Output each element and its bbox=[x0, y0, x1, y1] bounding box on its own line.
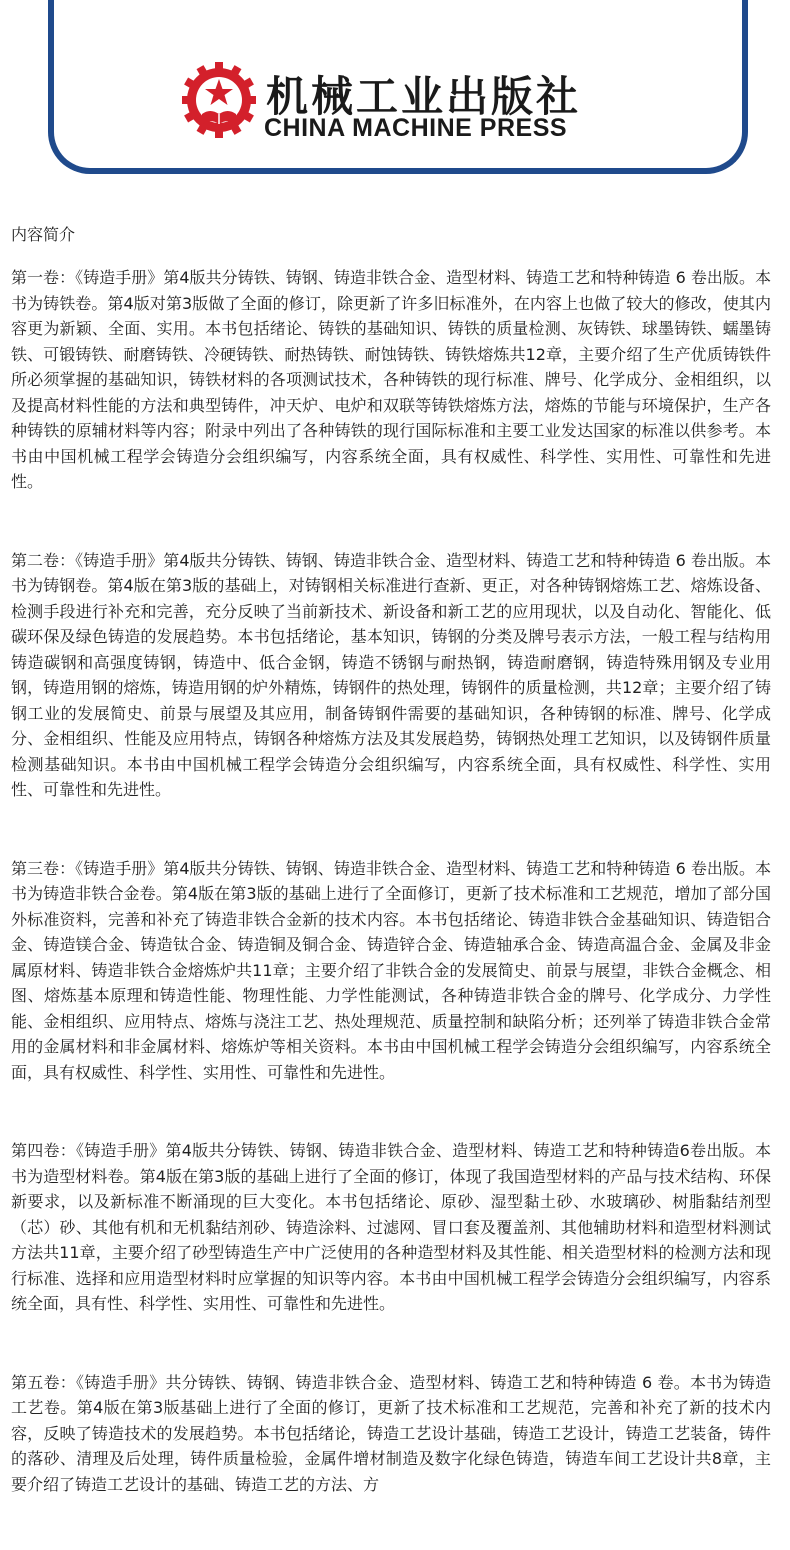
volume-2-description: 第二卷：《铸造手册》第4版共分铸铁、铸钢、铸造非铁合金、造型材料、铸造工艺和特种铸造 6 卷出版。本书为铸钢卷。第4版在第3版的基础上，对铸钢相关标准进行查新、更正，对各种铸钢熔炼工艺、熔炼设备、检测手段进行补充和完善，充分反映了当前新技术、新设备和新工艺的应用现状，以及自动化、智能化、低碳环保及绿色铸造的发展趋势。本书包括绪论，基本知识，铸钢的分类及牌号表示方法，一般工程与结构用铸造碳钢和高强度铸钢，铸造中、低合金钢，铸造不锈钢与耐热钢，铸造耐磨钢，铸造特殊用钢及专业用钢，铸造用钢的熔炼，铸造用钢的炉外精炼，铸钢件的热处理，铸钢件的质量检测，共12章；主要介绍了铸钢工业的发展简史、前景与展望及其应用，制备铸钢件需要的基础知识，各种铸钢的标准、牌号、化学成分、金相组织、性能及应用特点，铸钢各种熔炼方法及其发展趋势，铸钢热处理工艺知识，以及铸钢件质量检测基础知识。本书由中国机械工程学会铸造分会组织编写，内容系统全面，具有权威性、科学性、实用性、可靠性和先进性。 bbox=[11, 550, 771, 799]
volume-3-description: 第三卷：《铸造手册》第4版共分铸铁、铸钢、铸造非铁合金、造型材料、铸造工艺和特种铸造 6 卷出版。本书为铸造非铁合金卷。第4版在第3版的基础上进行了全面修订，更新了技术标准和工艺规范，增加了部分国外标准资料，完善和补充了铸造非铁合金新的技术内容。本书包括绪论、铸造非铁合金基础知识、铸造铝合金、铸造镁合金、铸造钛合金、铸造铜及铜合金、铸造锌合金、铸造轴承合金、铸造高温合金、金属及非金属原材料、铸造非铁合金熔炼炉共11章；主要介绍了非铁合金的发展简史、前景与展望，非铁合金概念、相图、熔炼基本原理和铸造性能、物理性能、力学性能测试，各种铸造非铁合金的牌号、化学成分、力学性能、金相组织、应用特点、熔炼与浇注工艺、热处理规范、质量控制和缺陷分析；还列举了铸造非铁合金常用的金属材料和非金属材料、熔炼炉等相关资料。本书由中国机械工程学会铸造分会组织编写，内容系统全面，具有权威性、科学性、实用性、可靠性和先进性。 bbox=[11, 858, 771, 1082]
volume-1-description: 第一卷：《铸造手册》第4版共分铸铁、铸钢、铸造非铁合金、造型材料、铸造工艺和特种铸造 6 卷出版。本书为铸铁卷。第4版对第3版做了全面的修订，除更新了许多旧标准外，在内容上也做了较大的修改，使其内容更为新颖、全面、实用。本书包括绪论、铸铁的基础知识、铸铁的质量检测、灰铸铁、球墨铸铁、蠕墨铸铁、可锻铸铁、耐磨铸铁、冷硬铸铁、耐热铸铁、耐蚀铸铁、铸铁熔炼共12章，主要介绍了生产优质铸铁件所必须掌握的基础知识，铸铁材料的各项测试技术，各种铸铁的现行标准、牌号、化学成分、金相组织，以及提高材料性能的方法和典型铸件，冲天炉、电炉和双联等铸铁熔炼方法，熔炼的节能与环境保护，生产各种铸铁的原辅材料等内容；附录中列出了各种铸铁的现行国际标准和主要工业发达国家的标准以供参考。本书由中国机械工程学会铸造分会组织编写，内容系统全面，具有权威性、科学性、实用性、可靠性和先进性。 bbox=[11, 268, 771, 491]
publisher-name-chinese: 机械工业出版社 bbox=[266, 72, 582, 121]
gear-star-book-logo-icon bbox=[182, 62, 256, 142]
publisher-logo bbox=[182, 62, 642, 146]
section-heading: 内容简介 bbox=[11, 225, 76, 244]
publisher-name-english: CHINA MACHINE PRESS bbox=[264, 114, 568, 142]
book-cover-frame bbox=[48, 0, 748, 174]
volume-4-description: 第四卷：《铸造手册》第4版共分铸铁、铸钢、铸造非铁合金、造型材料、铸造工艺和特种铸造6卷出版。本书为造型材料卷。第4版在第3版的基础上进行了全面的修订，体现了我国造型材料的产品与技术结构、环保新要求，以及新标准不断涌现的巨大变化。本书包括绪论、原砂、湿型黏土砂、水玻璃砂、树脂黏结剂型（芯）砂、其他有机和无机黏结剂砂、铸造涂料、过滤网、冒口套及覆盖剂、其他辅助材料和造型材料测试方法共11章，主要介绍了砂型铸造生产中广泛使用的各种造型材料及其性能、相关造型材料的检测方法和现行标准、选择和应用造型材料时应掌握的知识等内容。本书由中国机械工程学会铸造分会组织编写，内容系统全面，具有性、科学性、实用性、可靠性和先进性。 bbox=[11, 1141, 771, 1313]
description-section bbox=[11, 222, 771, 1550]
volume-5-description: 第五卷：《铸造手册》共分铸铁、铸钢、铸造非铁合金、造型材料、铸造工艺和特种铸造 6 卷。本书为铸造工艺卷。第4版在第3版基础上进行了全面的修订，更新了技术标准和工艺规范，完善和补充了新的技术内容，反映了铸造技术的发展趋势。本书包括绪论，铸造工艺设计基础，铸造工艺设计，铸造工艺装备，铸件的落砂、清理及后处理，铸件质量检验，金属件增材制造及数字化绿色铸造，铸造车间工艺设计共8章，主要介绍了铸造工艺设计的基础、铸造工艺的方法、方 bbox=[11, 1372, 771, 1494]
